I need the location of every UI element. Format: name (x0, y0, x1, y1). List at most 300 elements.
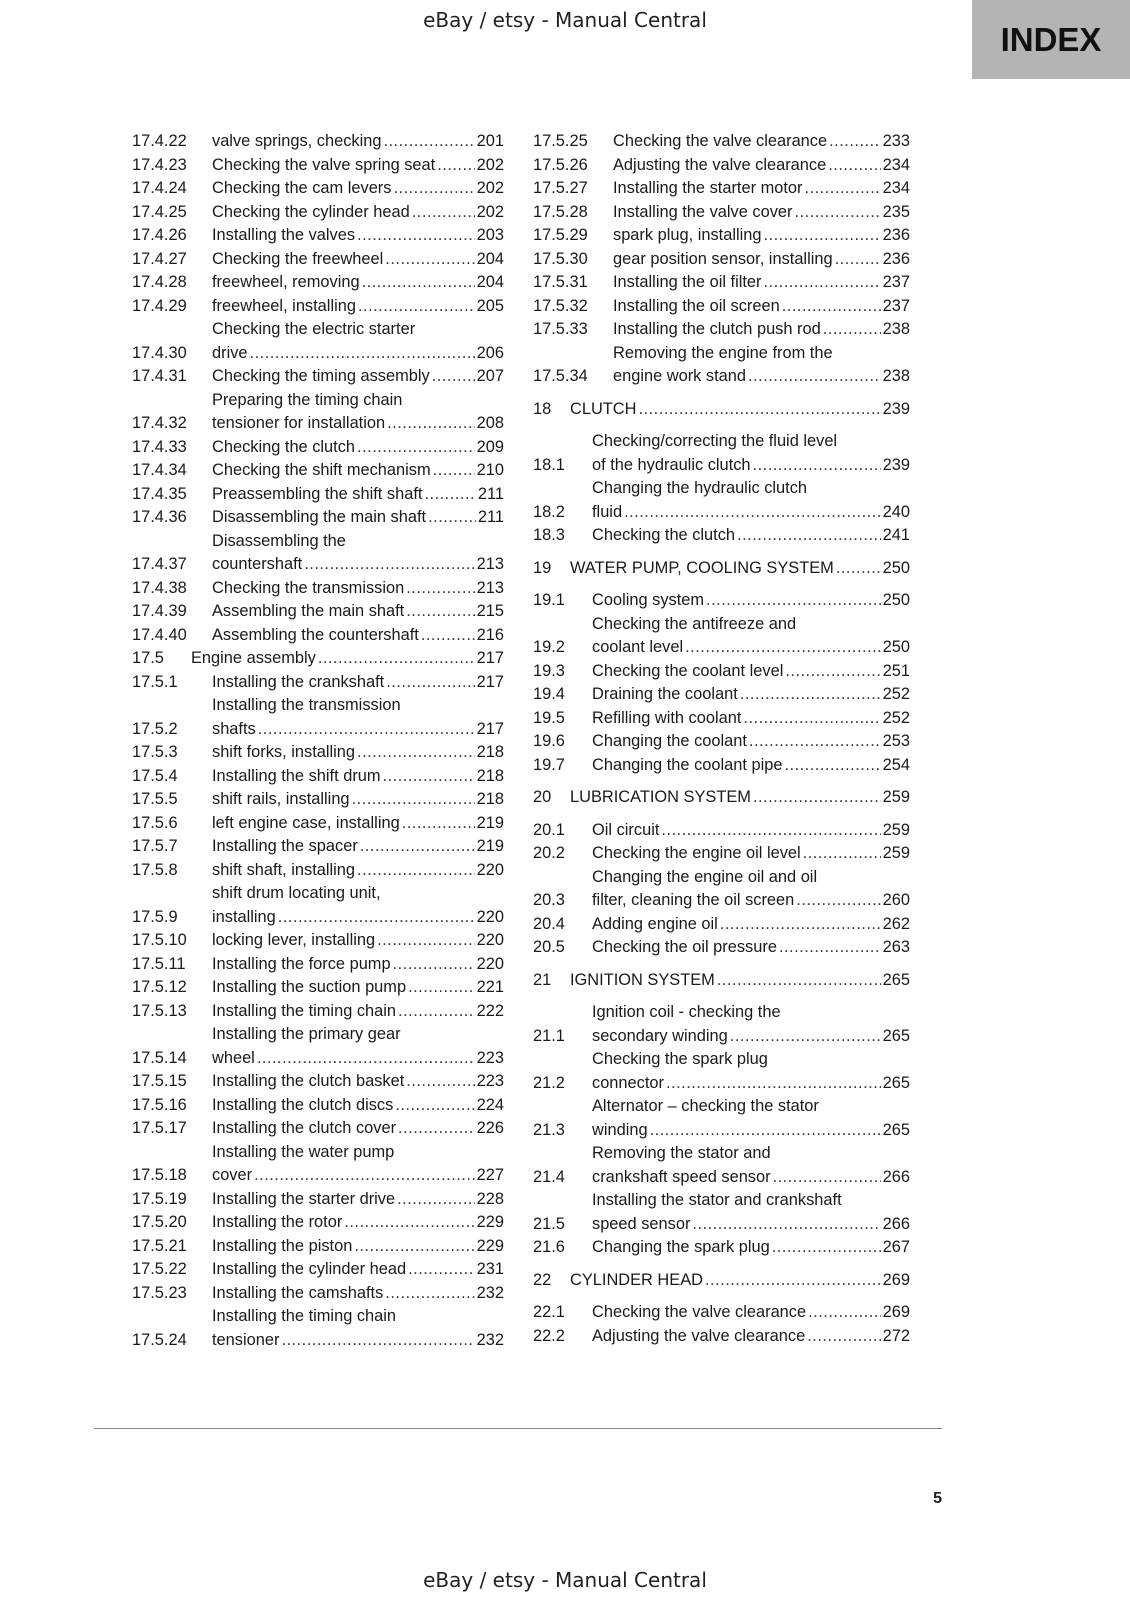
entry-title: Oil circuit (592, 820, 660, 839)
entry-last-line (570, 557, 910, 581)
index-tab-label: INDEX (1000, 20, 1102, 58)
entry-title: CYLINDER HEAD (570, 1270, 703, 1289)
entry-title: engine work stand (613, 367, 747, 385)
page-number: 5 (933, 1490, 942, 1507)
entry-title-line: Removing the engine from the (613, 343, 833, 362)
page-ref: 239 (882, 399, 910, 418)
entry-title-line: Checking/correcting the fluid level (592, 432, 838, 450)
entry-body (592, 1142, 910, 1189)
toc-entry[interactable] (533, 1142, 910, 1189)
entry-last-line (592, 1072, 910, 1096)
entry-body (212, 365, 504, 389)
entry-title: Installing the oil filter (613, 273, 762, 291)
toc-entry[interactable] (132, 1258, 504, 1282)
entry-last-line (212, 1211, 504, 1235)
toc-entry[interactable] (132, 788, 504, 812)
toc-entry[interactable] (132, 248, 504, 272)
dot-leader (807, 1325, 880, 1349)
toc-entry[interactable] (132, 882, 504, 929)
toc-entry[interactable] (533, 248, 910, 272)
entry-last-line (592, 1166, 910, 1190)
dot-leader (638, 398, 880, 422)
toc-entry[interactable] (132, 1305, 504, 1352)
entry-body (592, 477, 910, 524)
toc-entry[interactable] (533, 1269, 910, 1293)
dot-leader (828, 154, 880, 178)
section-number: 17.5 (132, 649, 164, 667)
page-ref: 223 (476, 1072, 504, 1090)
entry-title: shift shaft, installing (212, 860, 356, 879)
page-ref: 252 (882, 708, 910, 727)
entry-title-line: Changing the hydraulic clutch (592, 479, 808, 497)
entry-title: shift forks, installing (212, 743, 356, 761)
entry-last-line (212, 1070, 504, 1094)
entry-body (212, 1235, 504, 1259)
dot-leader (748, 365, 881, 389)
dot-leader (281, 1329, 474, 1353)
section-number: 17.5.28 (533, 202, 588, 221)
entry-last-line (592, 501, 910, 525)
dot-leader (383, 765, 475, 789)
entry-title: gear position sensor, installing (613, 249, 833, 268)
page-ref: 239 (882, 455, 910, 474)
toc-entry[interactable] (132, 741, 504, 765)
toc-entry[interactable] (533, 969, 910, 993)
toc-entry[interactable] (132, 859, 504, 883)
entry-title: spark plug, installing (613, 226, 762, 244)
entry-title: Installing the rotor (212, 1213, 343, 1231)
entry-body (592, 842, 910, 866)
section-number: 17.5.30 (533, 249, 588, 268)
dot-leader (386, 671, 474, 695)
toc-entry[interactable] (132, 271, 504, 295)
entry-body (592, 430, 910, 477)
entry-last-line (212, 812, 504, 836)
entry-body (212, 436, 504, 460)
toc-left-column (132, 130, 504, 1352)
entry-title: Checking the valve clearance (613, 132, 828, 150)
entry-title: tensioner for installation (212, 414, 386, 432)
entry-last-line (212, 1164, 504, 1188)
toc-entry[interactable] (533, 866, 910, 913)
page-ref: 213 (476, 555, 504, 573)
entry-title: Installing the clutch basket (212, 1072, 405, 1090)
entry-body (212, 248, 504, 272)
entry-last-line (592, 819, 910, 843)
toc-entry[interactable] (533, 1095, 910, 1142)
toc-entry[interactable] (533, 913, 910, 937)
section-number: 17.4.35 (132, 484, 187, 503)
dot-leader (685, 636, 881, 660)
page-ref: 220 (476, 931, 504, 949)
entry-body (592, 1001, 910, 1048)
page-ref: 223 (476, 1048, 504, 1067)
toc-entry[interactable] (132, 976, 504, 1000)
section-number: 19.4 (533, 685, 565, 703)
toc-entry[interactable] (132, 1070, 504, 1094)
entry-last-line (592, 1301, 910, 1325)
entry-last-line (592, 1119, 910, 1143)
entry-title: tensioner (212, 1330, 280, 1349)
dot-leader (408, 1258, 475, 1282)
page-ref: 222 (476, 1001, 504, 1020)
entry-title: fluid (592, 502, 623, 521)
entry-title: Changing the spark plug (592, 1238, 770, 1256)
section-number: 17.5.12 (132, 978, 187, 996)
toc-entry[interactable] (132, 1282, 504, 1306)
entry-title: of the hydraulic clutch (592, 455, 751, 474)
page-ref: 265 (882, 1026, 910, 1045)
dot-leader (749, 730, 881, 754)
entry-last-line (212, 1188, 504, 1212)
dot-leader (357, 859, 475, 883)
toc-entry[interactable] (533, 936, 910, 960)
toc-entry[interactable] (533, 524, 910, 548)
toc-entry[interactable] (132, 647, 504, 671)
page-ref: 208 (476, 414, 504, 432)
entry-title: Installing the shift drum (212, 766, 381, 785)
toc-entry[interactable] (533, 1325, 910, 1349)
toc-entry[interactable] (132, 1023, 504, 1070)
entry-last-line (212, 929, 504, 953)
toc-entry[interactable] (533, 342, 910, 389)
section-number: 20.5 (533, 938, 565, 956)
section-number: 17.4.36 (132, 508, 187, 526)
entry-body (592, 866, 910, 913)
toc-entry[interactable] (533, 754, 910, 778)
toc-entry[interactable] (132, 600, 504, 624)
entry-body (212, 1305, 504, 1352)
footer-banner: eBay / etsy - Manual Central (423, 1568, 707, 1592)
entry-last-line (570, 969, 910, 993)
dot-leader (360, 835, 475, 859)
toc-entry[interactable] (533, 819, 910, 843)
entry-last-line (212, 953, 504, 977)
page-ref: 211 (477, 484, 504, 503)
dot-leader (421, 624, 475, 648)
toc-entry[interactable] (132, 929, 504, 953)
entry-body (212, 1258, 504, 1282)
dot-leader (753, 786, 881, 810)
entry-title: CLUTCH (570, 399, 637, 418)
toc-entry[interactable] (132, 177, 504, 201)
section-number: 19.2 (533, 638, 565, 656)
toc-entry[interactable] (132, 765, 504, 789)
entry-body (212, 295, 504, 319)
toc-entry[interactable] (132, 154, 504, 178)
entry-body (212, 1023, 504, 1070)
entry-title-line: Installing the primary gear (212, 1025, 401, 1043)
toc-entry[interactable] (533, 730, 910, 754)
toc-entry[interactable] (132, 624, 504, 648)
page-ref: 232 (476, 1283, 504, 1302)
entry-title: Installing the suction pump (212, 978, 407, 996)
entry-title-line: Installing the water pump (212, 1142, 395, 1161)
toc-entry[interactable] (533, 1001, 910, 1048)
toc-entry[interactable] (132, 1211, 504, 1235)
toc-entry[interactable] (132, 506, 504, 530)
toc-entry[interactable] (533, 398, 910, 422)
entry-title: Installing the clutch push rod (613, 320, 821, 338)
section-number: 17.5.1 (132, 672, 178, 691)
section-number: 17.4.39 (132, 602, 187, 620)
toc-entry[interactable] (533, 786, 910, 810)
section-number: 17.5.17 (132, 1119, 187, 1137)
entry-body (212, 1211, 504, 1235)
entry-last-line (212, 506, 504, 530)
page-ref: 202 (476, 202, 504, 221)
entry-last-line (212, 483, 504, 507)
toc-entry[interactable] (533, 224, 910, 248)
page-ref: 217 (476, 649, 504, 667)
toc-entry[interactable] (533, 130, 910, 154)
entry-title: Checking the transmission (212, 578, 405, 597)
entry-title: Installing the clutch cover (212, 1119, 397, 1137)
dot-leader (650, 1119, 881, 1143)
dot-leader (836, 557, 881, 581)
toc-entry[interactable] (132, 835, 504, 859)
toc-entry[interactable] (533, 613, 910, 660)
entry-last-line (212, 788, 504, 812)
section-number: 22.1 (533, 1303, 565, 1321)
toc-entry[interactable] (132, 389, 504, 436)
toc-entry[interactable] (533, 318, 910, 342)
toc-entry[interactable] (132, 459, 504, 483)
toc-entry[interactable] (132, 365, 504, 389)
footer-rule (94, 1428, 942, 1429)
toc-entry[interactable] (533, 430, 910, 477)
entry-title: LUBRICATION SYSTEM (570, 788, 751, 806)
toc-entry[interactable] (132, 577, 504, 601)
entry-title: locking lever, installing (212, 931, 376, 949)
page-ref: 217 (476, 672, 504, 691)
page-ref: 241 (882, 526, 910, 544)
section-number: 21.6 (533, 1238, 565, 1256)
page-ref: 250 (882, 558, 910, 577)
entry-last-line (592, 1325, 910, 1349)
entry-title-line: Checking the antifreeze and (592, 614, 797, 633)
page-ref: 259 (882, 820, 910, 839)
section-number: 17.4.24 (132, 179, 187, 197)
page-ref: 206 (476, 343, 504, 362)
entry-title: Adjusting the valve clearance (592, 1326, 806, 1345)
entry-last-line (212, 976, 504, 1000)
page-ref: 272 (882, 1326, 910, 1345)
page-ref: 224 (476, 1095, 504, 1114)
section-number: 17.5.15 (132, 1072, 187, 1090)
toc-entry[interactable] (132, 671, 504, 695)
dot-leader (823, 318, 881, 342)
entry-title: winding (592, 1120, 648, 1139)
dot-leader (692, 1213, 880, 1237)
toc-entry[interactable] (132, 1188, 504, 1212)
dot-leader (764, 271, 881, 295)
toc-entry[interactable] (132, 130, 504, 154)
dot-leader (393, 177, 474, 201)
toc-entry[interactable] (533, 660, 910, 684)
toc-entry[interactable] (533, 1189, 910, 1236)
entry-body (212, 671, 504, 695)
entry-title: Refilling with coolant (592, 708, 742, 727)
entry-title: Checking the oil pressure (592, 938, 777, 956)
dot-leader (666, 1072, 881, 1096)
page-ref: 226 (476, 1119, 504, 1137)
section-number: 17.5.16 (132, 1095, 187, 1114)
entry-body (592, 707, 910, 731)
section-number: 17.5.13 (132, 1001, 187, 1020)
section-number: 17.5.26 (533, 155, 588, 174)
dot-leader (258, 718, 475, 742)
entry-title-line: Changing the engine oil and oil (592, 867, 818, 886)
entry-last-line (613, 248, 910, 272)
entry-body (212, 976, 504, 1000)
toc-entry[interactable] (132, 1000, 504, 1024)
page-ref: 211 (477, 508, 504, 526)
dot-leader (398, 1117, 475, 1141)
entry-title: Checking the clutch (592, 526, 736, 544)
entry-body (212, 318, 504, 365)
entry-last-line (613, 271, 910, 295)
entry-last-line (570, 1269, 910, 1293)
toc-entry[interactable] (132, 694, 504, 741)
entry-last-line (613, 177, 910, 201)
entry-last-line (592, 1213, 910, 1237)
dot-leader (352, 788, 475, 812)
toc-entry[interactable] (533, 1048, 910, 1095)
dot-leader (661, 819, 880, 843)
toc-entry[interactable] (533, 154, 910, 178)
toc-entry[interactable] (132, 1094, 504, 1118)
page-ref: 231 (476, 1260, 504, 1278)
page-ref: 250 (882, 591, 910, 609)
toc-entry[interactable] (132, 953, 504, 977)
entry-title: Checking the freewheel (212, 249, 384, 268)
section-number: 17.5.29 (533, 226, 588, 244)
section-number: 21.5 (533, 1214, 565, 1233)
dot-leader (354, 1235, 474, 1259)
page-ref: 232 (476, 1330, 504, 1349)
page-ref: 235 (882, 202, 910, 221)
entry-title: Changing the coolant (592, 732, 747, 750)
dot-leader (433, 459, 475, 483)
entry-body (613, 154, 910, 178)
toc-entry[interactable] (132, 318, 504, 365)
page-ref: 236 (882, 249, 910, 268)
dot-leader (432, 365, 475, 389)
toc-entry[interactable] (132, 1117, 504, 1141)
toc-entry[interactable] (533, 1301, 910, 1325)
dot-leader (357, 224, 475, 248)
entry-last-line (212, 248, 504, 272)
toc-entry[interactable] (132, 295, 504, 319)
toc-entry[interactable] (132, 224, 504, 248)
entry-body (613, 295, 910, 319)
page-ref: 219 (476, 813, 504, 832)
entry-title: freewheel, removing (212, 273, 360, 291)
dot-leader (250, 342, 475, 366)
entry-last-line (592, 454, 910, 478)
toc-entry[interactable] (533, 477, 910, 524)
toc-entry[interactable] (132, 1235, 504, 1259)
toc-entry[interactable] (533, 683, 910, 707)
entry-last-line (592, 913, 910, 937)
page-ref: 259 (882, 788, 910, 806)
entry-body (212, 741, 504, 765)
toc-entry[interactable] (132, 436, 504, 460)
toc-entry[interactable] (533, 271, 910, 295)
dot-leader (254, 1164, 475, 1188)
entry-title: Disassembling the main shaft (212, 508, 427, 526)
toc-right-column (533, 130, 910, 1348)
section-number: 17.4.25 (132, 202, 187, 221)
entry-body (212, 624, 504, 648)
entry-body (570, 969, 910, 993)
entry-last-line (570, 786, 910, 810)
entry-last-line (212, 835, 504, 859)
toc-entry[interactable] (533, 1236, 910, 1260)
entry-body (212, 130, 504, 154)
dot-leader (377, 929, 475, 953)
entry-last-line (212, 600, 504, 624)
dot-leader (406, 600, 474, 624)
toc-entry[interactable] (533, 589, 910, 613)
entry-last-line (212, 177, 504, 201)
toc-entry[interactable] (132, 530, 504, 577)
entry-title-line: Installing the transmission (212, 696, 401, 714)
toc-entry[interactable] (132, 1141, 504, 1188)
dot-leader (344, 1211, 474, 1235)
entry-body (592, 936, 910, 960)
section-number: 20.4 (533, 914, 565, 933)
toc-entry[interactable] (533, 177, 910, 201)
entry-body (570, 557, 910, 581)
entry-last-line (212, 365, 504, 389)
entry-title: countershaft (212, 555, 303, 573)
entry-title: drive (212, 343, 248, 362)
toc-entry[interactable] (132, 483, 504, 507)
entry-title: Preassembling the shift shaft (212, 484, 423, 503)
entry-body (613, 248, 910, 272)
entry-title-line: Disassembling the (212, 531, 346, 550)
entry-title: Assembling the main shaft (212, 602, 405, 620)
dot-leader (318, 647, 475, 671)
page-ref: 209 (476, 437, 504, 456)
entry-body (212, 459, 504, 483)
dot-leader (794, 201, 880, 225)
toc-entry[interactable] (132, 812, 504, 836)
entry-body (592, 1236, 910, 1260)
entry-body (592, 913, 910, 937)
toc-entry[interactable] (533, 842, 910, 866)
section-number: 17.5.11 (132, 954, 186, 973)
toc-entry[interactable] (132, 201, 504, 225)
dot-leader (730, 1025, 881, 1049)
toc-entry[interactable] (533, 557, 910, 581)
entry-body (592, 1325, 910, 1349)
entry-last-line (212, 412, 504, 436)
toc-entry[interactable] (533, 707, 910, 731)
entry-body (613, 177, 910, 201)
page-ref: 207 (476, 367, 504, 385)
dot-leader (412, 201, 475, 225)
dot-leader (737, 524, 881, 548)
toc-entry[interactable] (533, 295, 910, 319)
page-ref: 253 (882, 732, 910, 750)
section-number: 20.1 (533, 820, 565, 839)
page-ref: 220 (476, 954, 504, 973)
dot-leader (772, 1236, 881, 1260)
toc-entry[interactable] (533, 201, 910, 225)
